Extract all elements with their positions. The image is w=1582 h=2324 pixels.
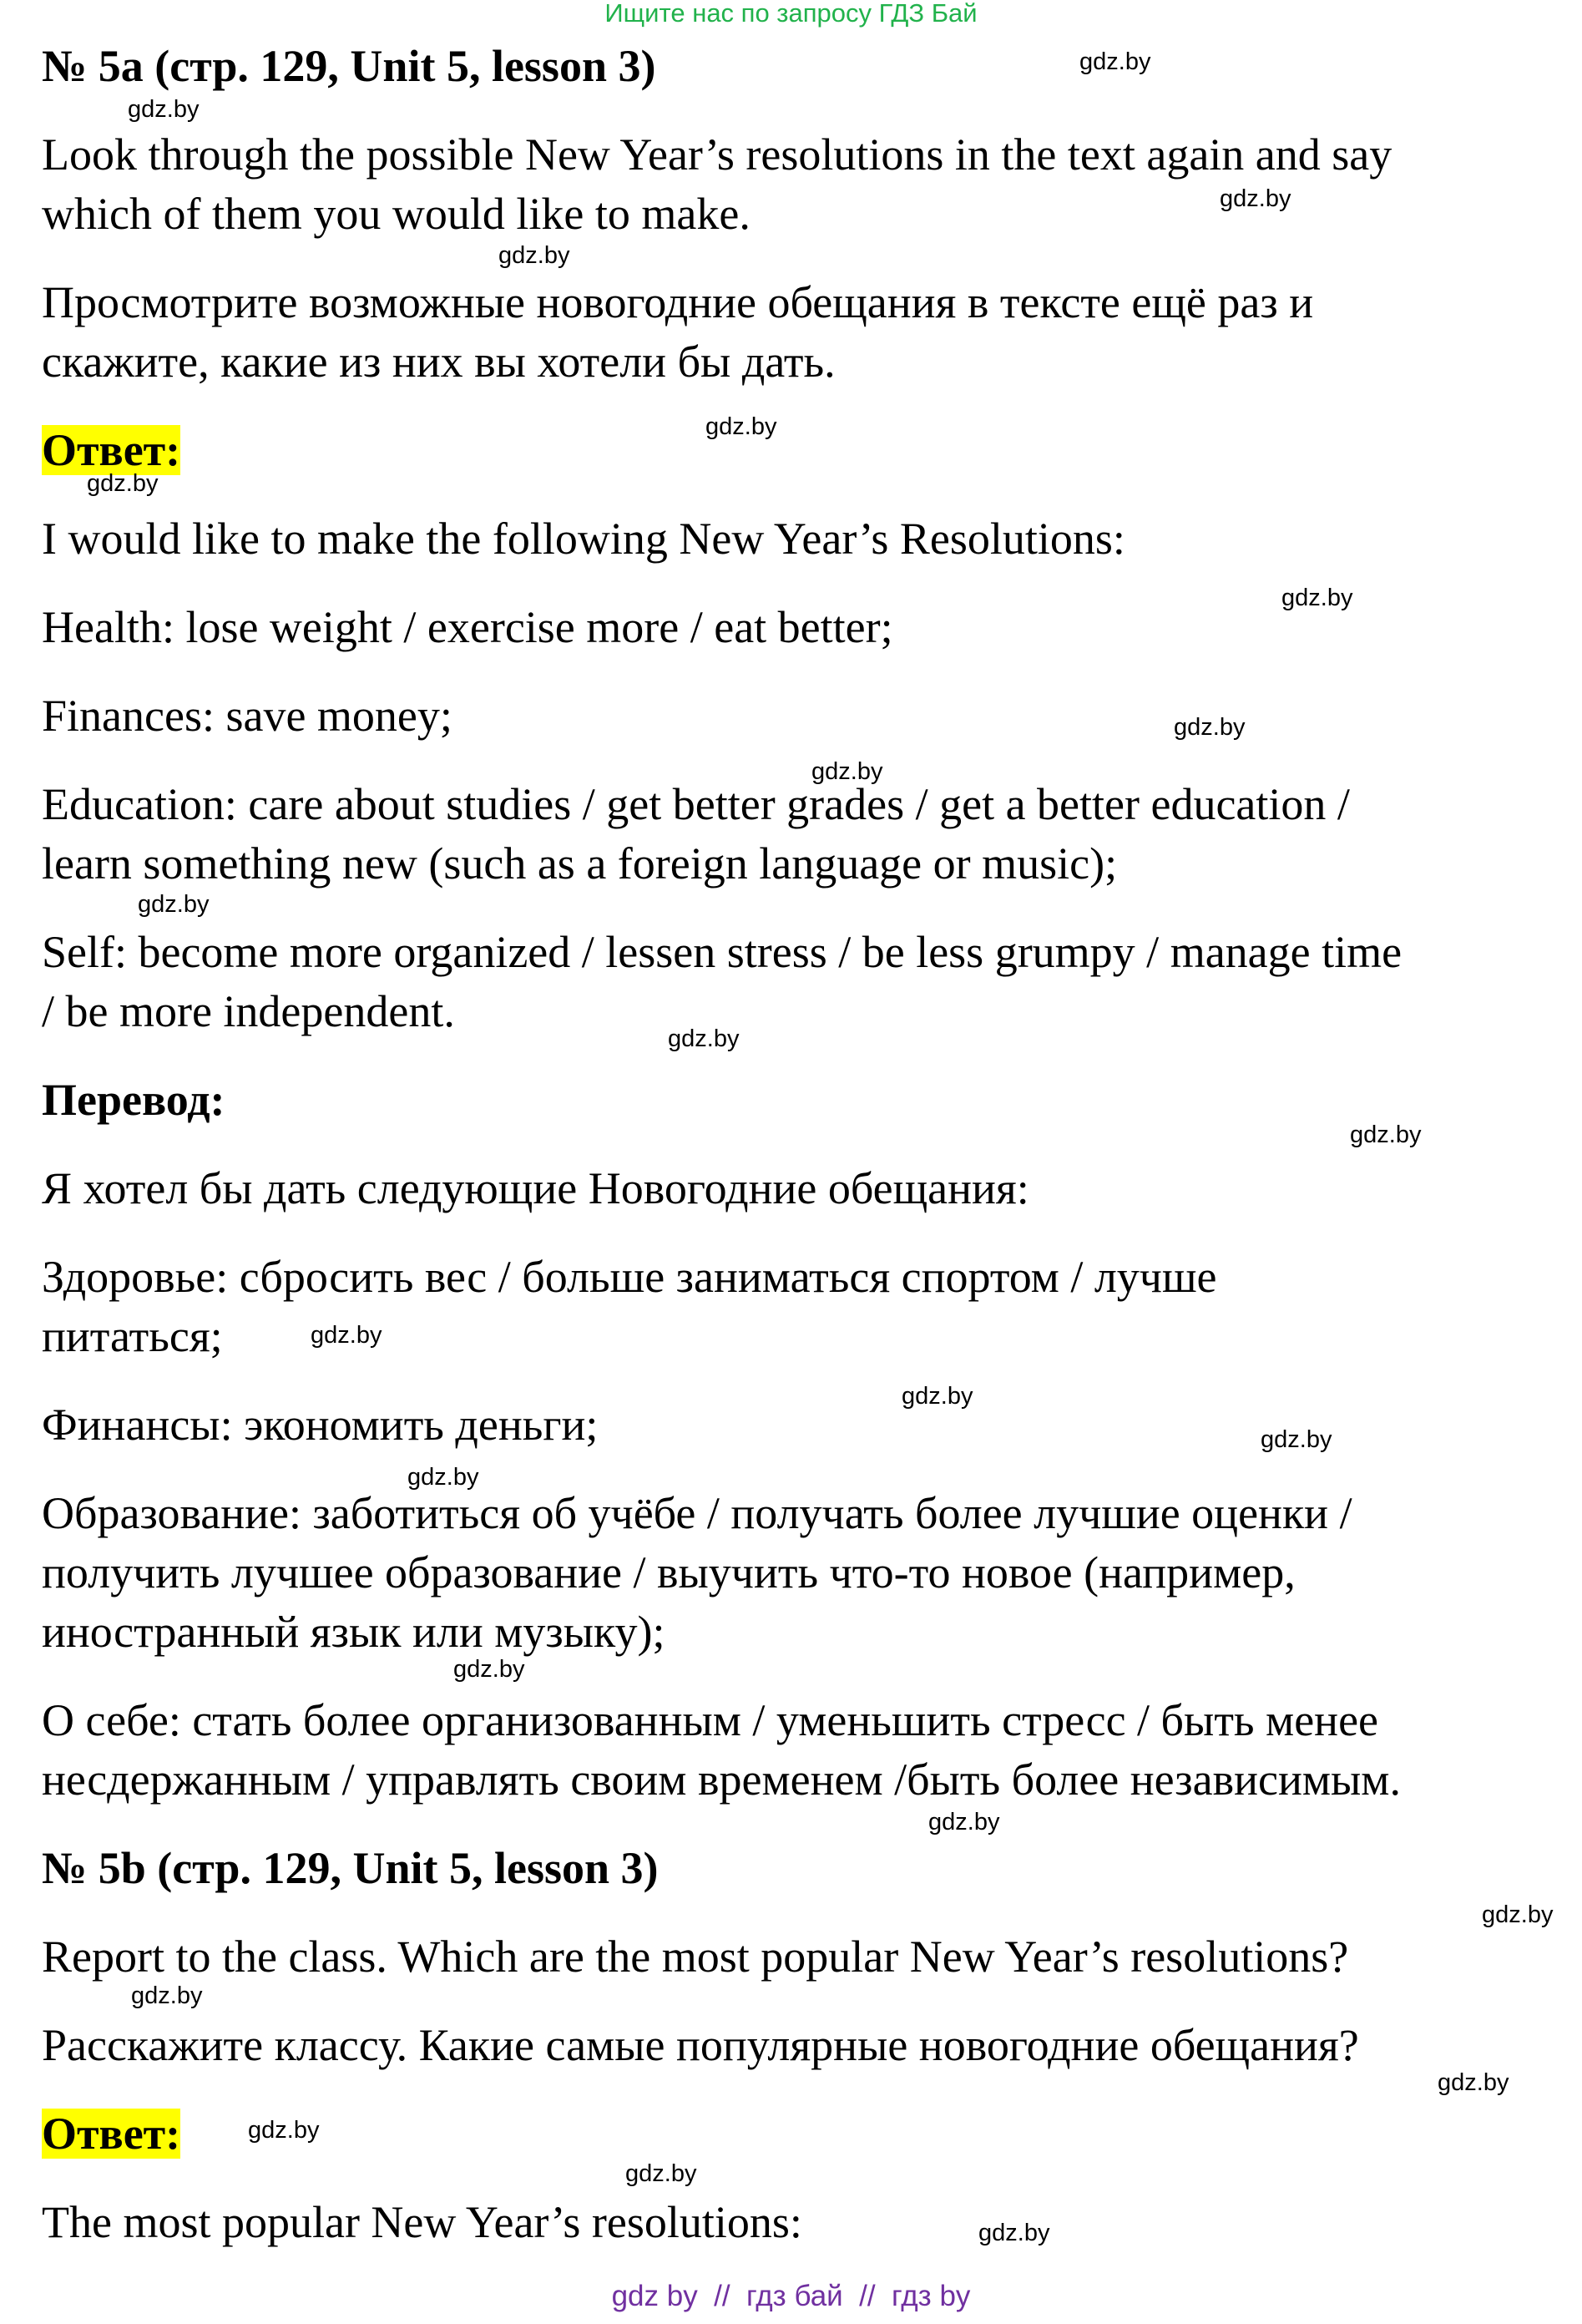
task-5a-education-ru-line1: Образование: заботиться об учёбе / получать более лучшие оценки / (42, 1488, 1352, 1538)
task-5a-self-ru-line2: несдержанным / управлять своим временем /быть более независимым. (42, 1754, 1401, 1805)
watermark: gdz.by (453, 1656, 525, 1683)
task-5a-translation-intro: Я хотел бы дать следующие Новогодние обещания: (42, 1163, 1029, 1213)
task-5a-self-ru-line1: О себе: стать более организованным / уменьшить стресс / быть менее (42, 1695, 1379, 1745)
task-5a-title: № 5a (стр. 129, Unit 5, lesson 3) (42, 41, 656, 91)
task-5a-finances: Finances: save money; (42, 691, 452, 741)
watermark: gdz.by (128, 96, 200, 123)
watermark: gdz.by (1174, 714, 1246, 741)
task-5a-education-ru-line3: иностранный язык или музыку); (42, 1607, 665, 1657)
task-5a-instruction-ru-line1: Просмотрите возможные новогодние обещания в тексте ещё раз и (42, 277, 1314, 327)
task-5a-education-ru-line2: получить лучшее образование / выучить что-то новое (например, (42, 1547, 1296, 1597)
watermark: gdz.by (138, 891, 210, 918)
answer-highlight: Ответ: (42, 2109, 181, 2159)
watermark: gdz.by (248, 2117, 320, 2144)
watermark: gdz.by (811, 758, 883, 785)
watermark: gdz.by (928, 1809, 1000, 1835)
task-5a-instruction-en-line2: which of them you would like to make. (42, 189, 751, 239)
task-5a-self-line2: / be more independent. (42, 986, 455, 1036)
watermark: gdz.by (1438, 2069, 1509, 2096)
watermark: gdz.by (625, 2160, 697, 2187)
task-5b-instruction-ru: Расскажите классу. Какие самые популярные новогодние обещания? (42, 2020, 1359, 2070)
watermark: gdz.by (1079, 48, 1151, 75)
watermark: gdz.by (1350, 1121, 1422, 1148)
task-5b-answer-label (42, 2104, 180, 2164)
watermark: gdz.by (407, 1464, 479, 1491)
task-5b-title: № 5b (стр. 129, Unit 5, lesson 3) (42, 1843, 659, 1893)
task-5b-answer-intro: The most popular New Year’s resolutions: (42, 2197, 802, 2247)
watermark: gdz.by (1261, 1426, 1332, 1453)
task-5a-health-ru-line2: питаться; (42, 1311, 223, 1361)
footer-links[interactable]: gdz by // гдз бай // гдз by (611, 2280, 971, 2312)
watermark: gdz.by (498, 242, 570, 269)
watermark: gdz.by (1220, 185, 1291, 212)
task-5a-answer-intro: I would like to make the following New Year’s Resolutions: (42, 514, 1125, 564)
watermark: gdz.by (668, 1025, 740, 1052)
watermark: gdz.by (902, 1383, 973, 1410)
watermark: gdz.by (311, 1322, 382, 1349)
watermark: gdz.by (131, 1982, 203, 2009)
task-5a-instruction-ru-line2: скажите, какие из них вы хотели бы дать. (42, 337, 836, 387)
watermark: gdz.by (1281, 585, 1353, 611)
task-5a-instruction-en-line1: Look through the possible New Year’s resolutions in the text again and say (42, 129, 1392, 180)
task-5a-finances-ru: Финансы: экономить деньги; (42, 1400, 599, 1450)
task-5a-education-line1: Education: care about studies / get better grades / get a better education / (42, 779, 1350, 829)
watermark: gdz.by (1482, 1901, 1554, 1928)
watermark: gdz.by (978, 2220, 1050, 2246)
top-banner[interactable]: Ищите нас по запросу ГДЗ Бай (604, 0, 978, 28)
answer-highlight: Ответ: (42, 425, 181, 475)
watermark: gdz.by (705, 413, 777, 440)
task-5a-translation-label: Перевод: (42, 1075, 225, 1125)
task-5b-instruction-en: Report to the class. Which are the most popular New Year’s resolutions? (42, 1932, 1349, 1982)
task-5a-health: Health: lose weight / exercise more / eat better; (42, 602, 893, 652)
task-5a-self-line1: Self: become more organized / lessen stress / be less grumpy / manage time (42, 927, 1403, 977)
task-5a-education-line2: learn something new (such as a foreign language or music); (42, 838, 1118, 889)
task-5a-health-ru-line1: Здоровье: сбросить вес / больше заниматься спортом / лучше (42, 1252, 1217, 1302)
watermark: gdz.by (87, 470, 159, 497)
